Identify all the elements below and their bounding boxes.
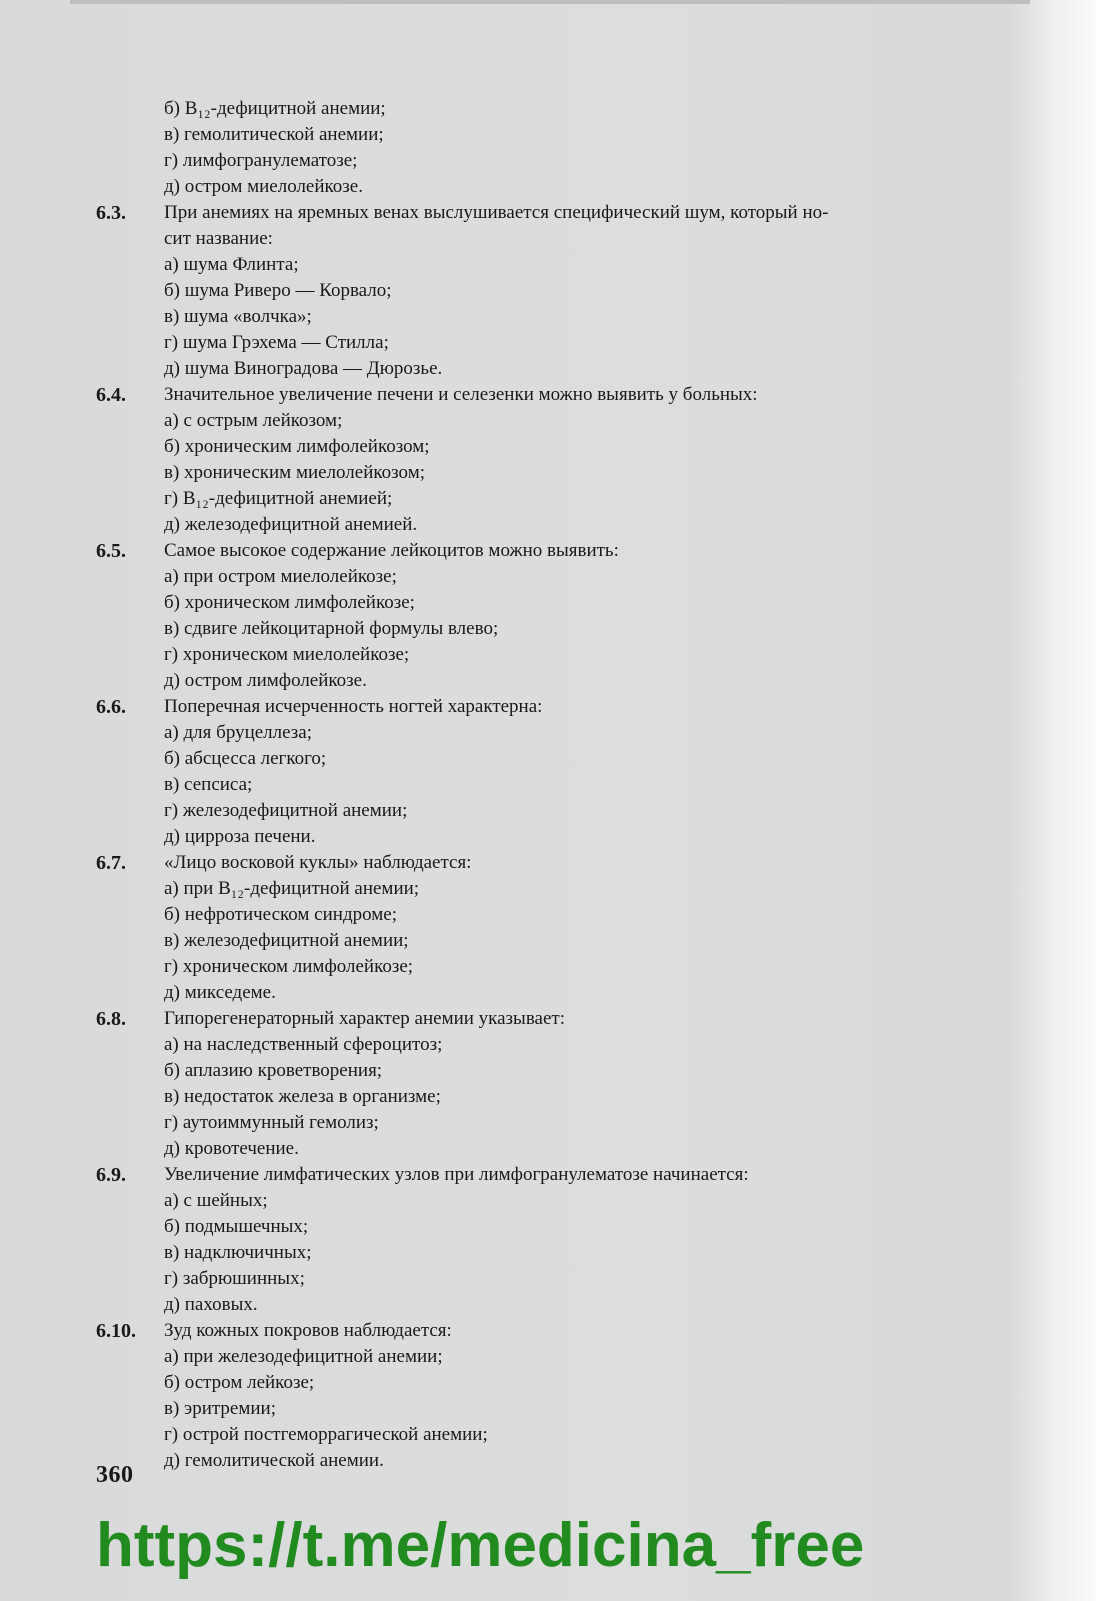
question-text: Поперечная исчерченность ногтей характерна: (164, 696, 543, 717)
question-6-9 (96, 1162, 996, 1318)
option-line: г) забрюшинных; (164, 1268, 305, 1289)
question-6-10 (96, 1318, 996, 1474)
question-number: 6.5. (96, 540, 126, 562)
option-line: д) микседеме. (164, 982, 276, 1003)
option-line: г) лимфогранулематозе; (164, 150, 358, 171)
option-line: д) гемолитической анемии. (164, 1450, 384, 1471)
question-number: 6.3. (96, 202, 126, 224)
question-text: «Лицо восковой куклы» наблюдается: (164, 852, 472, 873)
question-number: 6.7. (96, 852, 126, 874)
option-line: б) абсцесса легкого; (164, 748, 327, 769)
option-line: д) остром миелолейкозе. (164, 176, 363, 197)
page-number: 360 (96, 1462, 134, 1488)
option-line: а) при B₁₂-дефицитной анемии; (164, 878, 420, 899)
question-number: 6.10. (96, 1320, 136, 1342)
option-line: г) хроническом миелолейкозе; (164, 644, 410, 665)
option-line: б) остром лейкозе; (164, 1372, 315, 1393)
question-text: При анемиях на яремных венах выслушивается специфический шум, который но- (164, 202, 829, 223)
question-number: 6.4. (96, 384, 126, 406)
option-line: в) сепсиса; (164, 774, 253, 795)
question-text: Самое высокое содержание лейкоцитов можно выявить: (164, 540, 619, 561)
option-line: в) шума «волчка»; (164, 306, 312, 327)
option-line: а) шума Флинта; (164, 254, 299, 275)
watermark-link[interactable]: https://t.me/medicina_free (96, 1511, 865, 1580)
continuation-options (164, 96, 996, 200)
question-text: Зуд кожных покровов наблюдается: (164, 1320, 452, 1341)
option-line: д) цирроза печени. (164, 826, 316, 847)
option-line: г) хроническом лимфолейкозе; (164, 956, 414, 977)
option-line: г) железодефицитной анемии; (164, 800, 408, 821)
option-line: г) аутоиммунный гемолиз; (164, 1112, 379, 1133)
option-line: а) с острым лейкозом; (164, 410, 343, 431)
option-line: а) при железодефицитной анемии; (164, 1346, 443, 1367)
option-line: д) железодефицитной анемией. (164, 514, 418, 535)
question-6-8 (96, 1006, 996, 1162)
option-line: б) нефротическом синдроме; (164, 904, 397, 925)
question-text: сит название: (164, 228, 273, 249)
option-line: в) сдвиге лейкоцитарной формулы влево; (164, 618, 499, 639)
option-line: а) для бруцеллеза; (164, 722, 313, 743)
question-6-3 (96, 200, 996, 382)
option-line: б) шума Риверо — Корвало; (164, 280, 392, 301)
question-number: 6.9. (96, 1164, 126, 1186)
option-line: б) подмышечных; (164, 1216, 309, 1237)
option-line: в) гемолитической анемии; (164, 124, 384, 145)
option-line: д) кровотечение. (164, 1138, 299, 1159)
option-line: г) шума Грэхема — Стилла; (164, 332, 389, 353)
option-line: а) при остром миелолейкозе; (164, 566, 397, 587)
option-line: б) аплазию кроветворения; (164, 1060, 383, 1081)
question-number: 6.8. (96, 1008, 126, 1030)
option-line: д) шума Виноградова — Дюрозье. (164, 358, 443, 379)
option-line: д) паховых. (164, 1294, 258, 1315)
option-line: а) на наследственный сфероцитоз; (164, 1034, 443, 1055)
top-edge-rule (70, 0, 1030, 4)
question-6-7 (96, 850, 996, 1006)
question-text: Значительное увеличение печени и селезенки можно выявить у больных: (164, 384, 758, 405)
option-line: г) острой постгеморрагической анемии; (164, 1424, 488, 1445)
page-spine-shadow (1040, 0, 1096, 1601)
question-6-6 (96, 694, 996, 850)
question-6-4 (96, 382, 996, 538)
option-line: д) остром лимфолейкозе. (164, 670, 367, 691)
option-line: в) недостаток железа в организме; (164, 1086, 441, 1107)
page-content (96, 96, 996, 1474)
option-line: в) эритремии; (164, 1398, 276, 1419)
option-line: в) надключичных; (164, 1242, 312, 1263)
question-text: Увеличение лимфатических узлов при лимфогранулематозе начинается: (164, 1164, 749, 1185)
question-text: Гипорегенераторный характер анемии указывает: (164, 1008, 565, 1029)
option-line: в) хроническим миелолейкозом; (164, 462, 425, 483)
option-line: б) B₁₂-дефицитной анемии; (164, 98, 386, 119)
option-line: б) хроническим лимфолейкозом; (164, 436, 430, 457)
option-line: г) B₁₂-дефицитной анемией; (164, 488, 393, 509)
option-line: а) с шейных; (164, 1190, 268, 1211)
option-line: в) железодефицитной анемии; (164, 930, 409, 951)
question-number: 6.6. (96, 696, 126, 718)
question-6-5 (96, 538, 996, 694)
option-line: б) хроническом лимфолейкозе; (164, 592, 415, 613)
